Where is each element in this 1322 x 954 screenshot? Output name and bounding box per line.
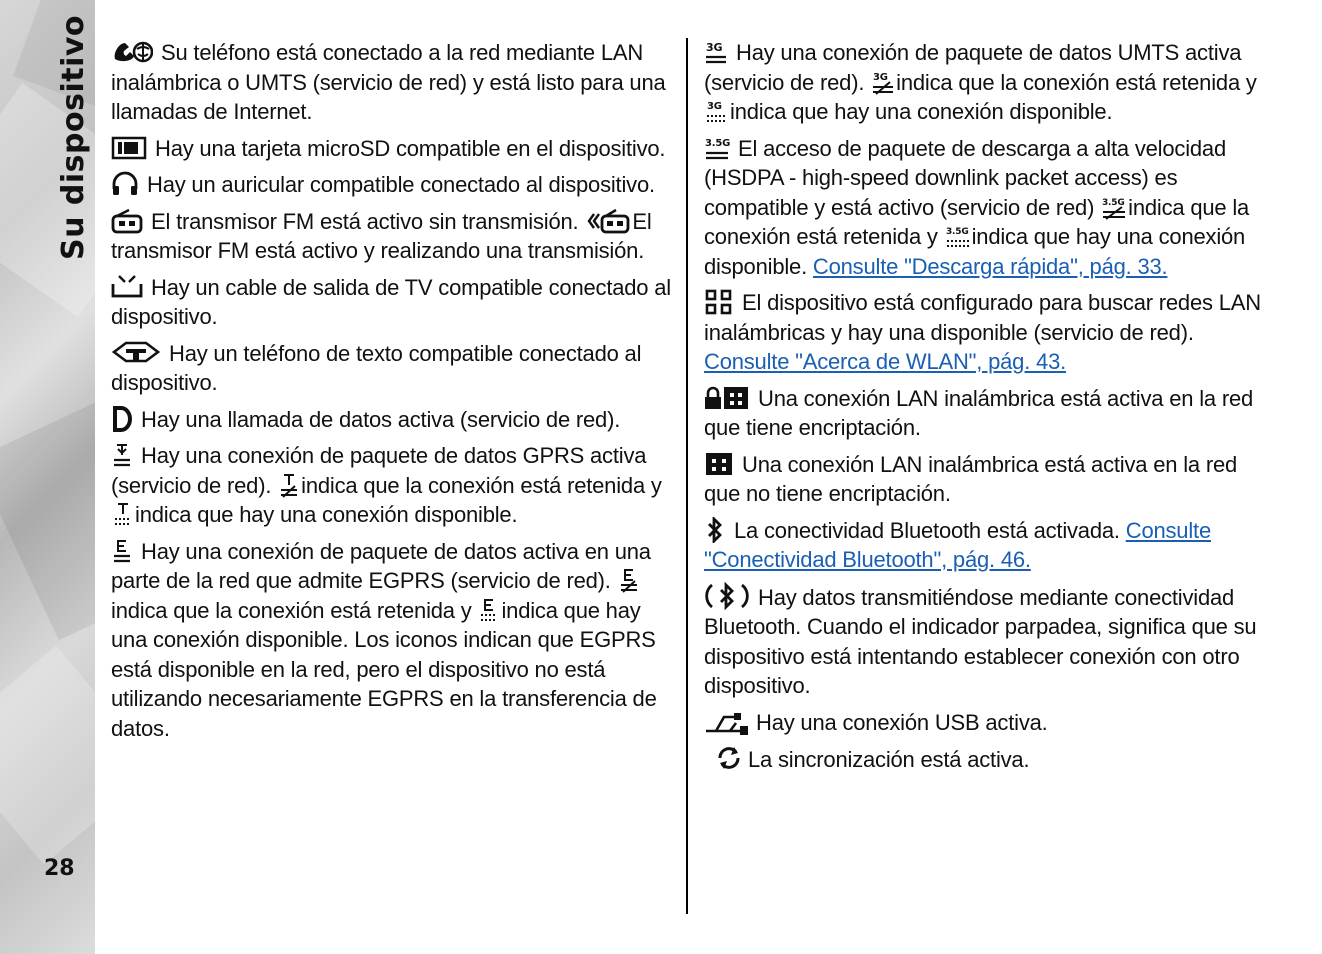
list-item: La conectividad Bluetooth está activada. Consulte "Conectividad Bluetooth", pág. 46. <box>704 517 1211 572</box>
right-column <box>704 38 1266 782</box>
list-item: Hay una llamada de datos activa (servicio de red). <box>111 405 673 435</box>
gprs-icon <box>111 442 133 468</box>
svg-text:3.5G: 3.5G <box>945 227 969 237</box>
hsdpa-held-icon <box>1102 194 1126 220</box>
sync-icon <box>714 744 744 772</box>
list-item: 3G Hay una conexión de paquete de datos UMTS activa (servicio de red). 3G indica que la conexión está retenida y 3G indica que hay una conexión disponible. <box>704 40 1257 124</box>
wlan-encrypted-icon <box>704 385 750 411</box>
umts-3g-icon <box>704 39 728 65</box>
list-item: El transmisor FM está activo sin transmisión. El transmisor FM está activo y realizando una transmisión. <box>111 208 652 263</box>
tv-out-cable-icon <box>111 274 143 300</box>
link-acerca-de-wlan[interactable]: Consulte "Acerca de WLAN", pág. 43. <box>704 349 1067 374</box>
wlan-scan-icon <box>704 289 734 315</box>
column-divider <box>686 38 688 914</box>
svg-text:3G: 3G <box>707 101 722 112</box>
gprs-available-icon <box>113 501 133 527</box>
list-item: Hay un teléfono de texto compatible conectado al dispositivo. <box>111 340 642 395</box>
list-item: La sincronización está activa. <box>704 744 1266 775</box>
list-item: Hay un auricular compatible conectado al dispositivo. <box>111 170 673 200</box>
list-item: El dispositivo está configurado para buscar redes LAN inalámbricas y hay una disponible (servicio de red). Consulte "Acerca de WLAN", pág. 43. <box>704 290 1261 374</box>
gprs-held-icon <box>279 472 299 498</box>
hsdpa-available-icon <box>946 223 970 249</box>
list-item: Una conexión LAN inalámbrica está activa en la red que no tiene encriptación. <box>704 451 1238 506</box>
umts-held-icon <box>872 69 894 95</box>
svg-text:3G: 3G <box>706 41 723 54</box>
list-item: Hay una conexión de paquete de datos activa en una parte de la red que admite EGPRS (servicio de red). indica que la conexión está retenida y indica que hay una conexión disponible. Los iconos indican que EGPRS está disponible en la red, pero el dispositivo no está utilizando necesariamente EGPRS en la transferencia de datos. <box>111 538 657 741</box>
list-item: Una conexión LAN inalámbrica está activa en la red que tiene encriptación. <box>704 385 1254 440</box>
fm-transmitter-icon <box>111 208 143 234</box>
link-conectividad-bluetooth[interactable]: Consulte "Conectividad Bluetooth", pág. 46. <box>704 517 1211 572</box>
list-item: Hay un cable de salida de TV compatible conectado al dispositivo. <box>111 274 671 329</box>
egprs-icon <box>111 538 133 564</box>
usb-icon <box>704 709 748 735</box>
bluetooth-icon <box>704 517 726 543</box>
hsdpa-icon <box>704 135 730 161</box>
microsd-card-icon <box>111 135 147 161</box>
headset-icon <box>111 171 139 197</box>
page-number: 28 <box>44 856 75 881</box>
section-title: Su dispositivo <box>56 14 91 260</box>
list-item: Hay una conexión de paquete de datos GPRS activa (servicio de red). indica que la conexión está retenida y indica que hay una conexión disponible. <box>111 443 662 527</box>
list-item: Hay datos transmitiéndose mediante conectividad Bluetooth. Cuando el indicador parpadea, significa que su dispositivo está intentando establecer conexión con otro dispositivo. <box>704 582 1266 701</box>
list-item: 3.5G El acceso de paquete de descarga a alta velocidad (HSDPA - high-speed downlink packet access) es compatible y está activo (servicio de red) 3.5G indica que la conexión está retenida y 3.5G indica que hay una conexión disponible. Consulte "Descarga rápida", pág. 33. <box>704 135 1250 279</box>
svg-text:3.5G: 3.5G <box>1102 197 1125 208</box>
wlan-umts-call-icon <box>111 39 153 65</box>
list-item: Hay una tarjeta microSD compatible en el dispositivo. <box>111 134 673 164</box>
bluetooth-transmitting-icon <box>704 582 750 610</box>
list-item: Hay una conexión USB activa. <box>704 708 1266 738</box>
egprs-held-icon <box>619 567 639 593</box>
egprs-available-icon <box>479 597 499 623</box>
data-call-icon <box>111 406 133 432</box>
list-item: Su teléfono está conectado a la red mediante LAN inalámbrica o UMTS (servicio de red) y está listo para una llamadas de Internet. <box>111 40 666 124</box>
text-phone-icon <box>111 340 161 366</box>
link-descarga-rapida[interactable]: Consulte "Descarga rápida", pág. 33. <box>812 253 1168 279</box>
left-column <box>111 38 673 750</box>
wlan-active-icon <box>704 451 734 477</box>
umts-available-icon <box>706 98 728 124</box>
fm-transmitting-icon <box>586 208 630 234</box>
svg-text:3.5G: 3.5G <box>705 137 730 149</box>
svg-text:3G: 3G <box>873 71 888 83</box>
